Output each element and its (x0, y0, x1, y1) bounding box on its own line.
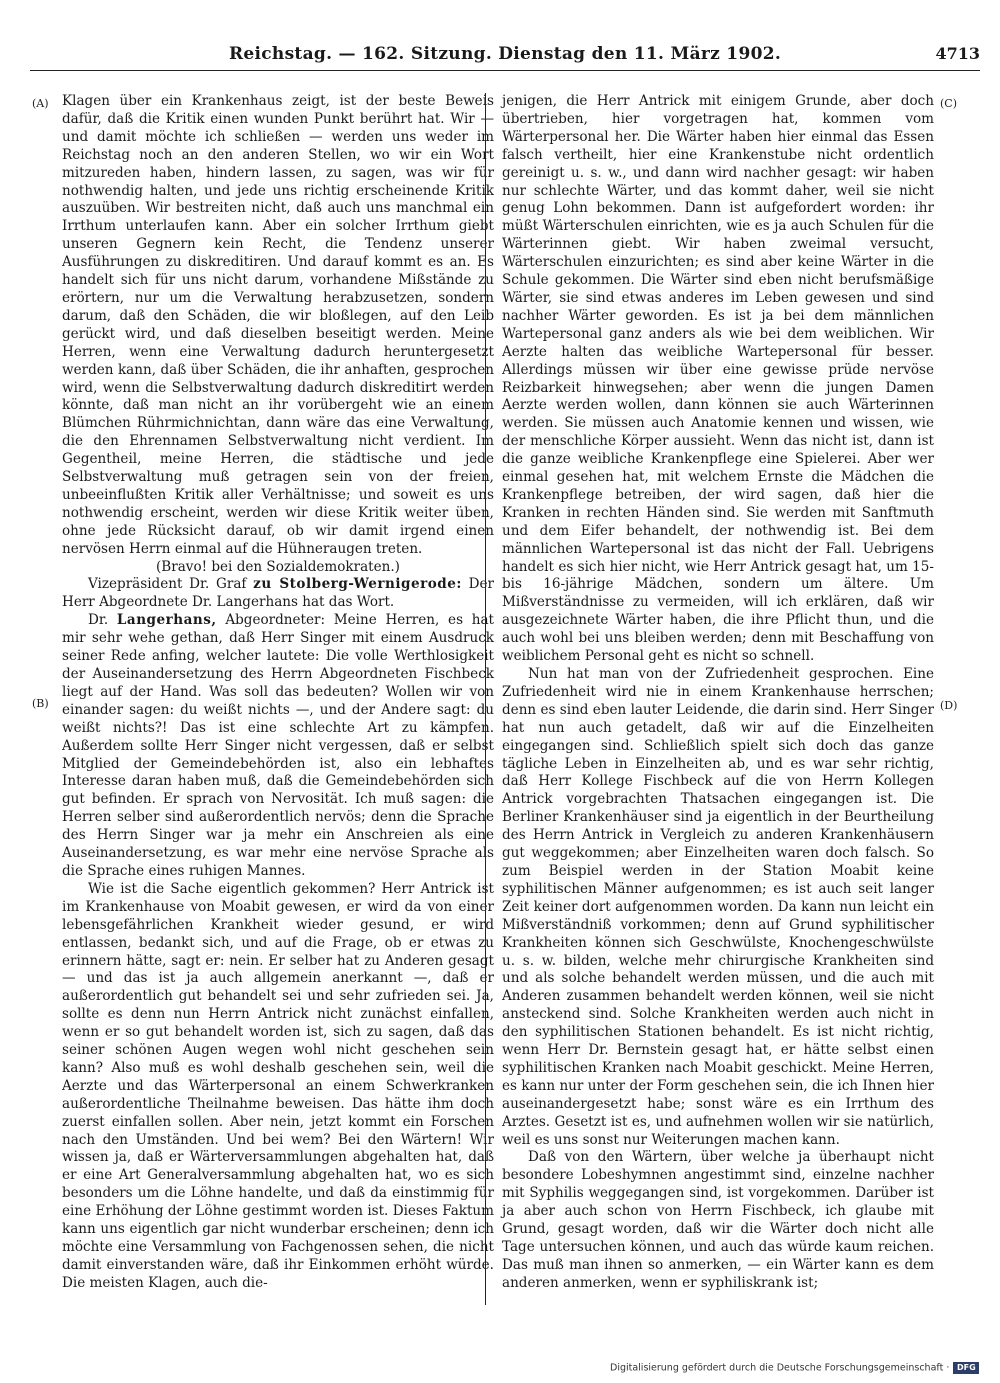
right-paragraph-2: Nun hat man von der Zufriedenheit gesprochen. Eine Zufriedenheit wird nie in einem Krankenhause herrschen; denn es sind eben lauter Leidende, die darin sind. Herr Singer hat nun auch getadelt, daß wir auf die Einzelheiten eingegangen sind. Schließlich spielt sich doch das ganze tägliche Leben in Einzelheiten ab, und es war sehr richtig, daß Herr Kollege Fischbeck auf die von Herrn Kollegen Antrick vorgebrachten Thatsachen eingegangen ist. Die Berliner Krankenhäuser sind ja eigentlich in der Beurtheilung des Herrn Antrick in Vergleich zu anderen Krankenhäusern gut weggekommen; aber Einzelheiten waren doch falsch. So zum Beispiel werden in der Station Moabit keine syphilitischen Männer aufgenommen; es ist auch seit langer Zeit keiner dort aufgenommen worden. Da kann nun leicht ein Mißverständniß vorkommen; denn auf Grund syphilitischer Krankheiten können sich Geschwülste, Knochengeschwülste u. s. w. bilden, welche mehr chirurgische Krankheiten sind und als solche behandelt werden müssen, und die auch mit Anderen zusammen behandelt werden können, weil sie nicht ansteckend sind. Solche Krankheiten werden auch nicht in den syphilitischen Stationen behandelt. Es ist nicht richtig, wenn Herr Dr. Bernstein gesagt hat, er hätte selbst einen syphilitischen Kranken nach Moabit geschickt. Meine Herren, es kann nur unter der Form geschehen sein, die ich Ihnen hier auseinandergesetzt habe; sonst wäre es ein Irrthum des Arztes. Gesetzt ist es, und aufnehmen wollen wir sie natürlich, weil es uns sonst nur Weiterungen machen kann. (502, 666, 934, 1148)
vice-president-text: Der Herr Abgeordnete Dr. Langerhans hat das Wort. (62, 576, 494, 611)
margin-marker-a: (A) (32, 97, 49, 110)
footer-text: Digitalisierung gefördert durch die Deutsche Forschungsgemeinschaft · (610, 1362, 950, 1374)
left-paragraph-2: Wie ist die Sache eigentlich gekommen? Herr Antrick ist im Krankenhause von Moabit gewesen, er wird da von einer lebensgefährlichen Krankheit wieder gesund, er wird entlassen, bedankt sich, und auf die Frage, ob er etwas zu erinnern hätte, sagt er: nein. Er selber hat zu Anderen gesagt — und das ist ja auch allgemein anerkannt —, daß er außerordentlich gut behandelt sei und sehr zufrieden sei. Ja, sollte es denn nun Herrn Antrick nicht zunächst einfallen, wenn er so gut behandelt worden ist, sich zu sagen, daß das seiner schönen Augen wegen wohl nicht geschehen sein kann? Also muß es wohl deshalb geschehen sein, weil die Aerzte und das Wärterpersonal an einem Schwerkranken außerordentliche Theilnahme beweisen. Das hätte ihm doch zuerst einfallen sollen. Aber nein, jetzt kommt ein Forschen nach den Umständen. Und bei wem? Bei den Wärtern! Wir wissen ja, daß er Wärterversammlungen abgehalten hat, daß er eine Art Generalversammlung abgehalten hat, wo es sich besonders um die Löhne handelte, und daß da einstimmig für eine Erhöhung der Löhne gestimmt worden ist. Dieses Faktum kann uns eigentlich gar nicht wunderbar erscheinen; denn ich möchte eine Versammlung von Fachgenossen sehen, die nicht damit einverstanden wäre, daß ihr Einkommen erhöht würde. Die meisten Klagen, auch die- (62, 880, 494, 1291)
vice-president-title: Vizepräsident Dr. Graf (88, 576, 254, 593)
speaker-name: Langerhans, (116, 612, 217, 629)
column-divider (485, 93, 486, 1305)
margin-marker-d: (D) (940, 699, 958, 712)
vice-president-name: zu Stolberg-Wernigerode: (253, 576, 462, 593)
page-number: 4713 (935, 44, 980, 63)
right-paragraph-3: Daß von den Wärtern, über welche ja überhaupt nicht besondere Lobeshymnen angestimmt sind, einzelne nachher mit Syphilis weggegangen sind, ist vorgekommen. Darüber ist ja aber auch schon von Herrn Fischbeck, ich glaube mit Grund, gesagt worden, daß wir die Wärter doch nicht alle Tage untersuchen können, und auch das würde kaum reichen. Das muß man ihnen so anmerken, — ein Wärter kann es dem anderen anmerken, wenn er syphiliskrank ist; (502, 1149, 934, 1291)
dfg-logo: DFG (953, 1362, 979, 1374)
running-title: Reichstag. — 162. Sitzung. Dienstag den 11. März 1902. (228, 44, 782, 64)
speech-langerhans (62, 612, 494, 881)
right-column (502, 93, 934, 1293)
left-column (62, 93, 494, 1293)
right-paragraph-1: jenigen, die Herr Antrick mit einigem Grunde, aber doch übertrieben, hier vorgetragen hat, kommen vom Wärterpersonal her. Die Wärter haben hier einmal das Essen falsch vertheilt, hier eine Krankenstube nicht ordentlich gereinigt u. s. w., und dann wird nachher gesagt: wir haben nur schlechte Wärter, und das kommt daher, weil sie nicht genug Lohn bekommen. Dann ist aufgefordert worden: ihr müßt Wärterschulen einrichten, wie es ja auch Schulen für die Wärterinnen giebt. Wir haben zweimal versucht, Wärterschulen einzurichten; es sind aber keine Wärter in die Schule gekommen. Die Wärter sind eben nicht berufsmäßige Wärter, sie sind etwas anderes im Leben gewesen und sind nachher Wärter geworden. Es ist ja bei dem männlichen Wartepersonal ganz anders als wie bei dem weiblichen. Wir Aerzte halten das weibliche Wartepersonal für besser. Allerdings müssen wir über eine gewisse prüde nervöse Reizbarkeit hinwegsehen; aber wenn die jungen Damen Aerzte werden wollen, dann können sie auch Wärterinnen werden. Sie müssen auch Anatomie kennen und wissen, wie der menschliche Körper aussieht. Wenn das nicht ist, dann ist die ganze weibliche Krankenpflege eine Spielerei. Aber wer einmal gesehen hat, mit welchem Ernste die Mädchen die Krankenpflege betreiben, der wird sagen, daß hier die Kranken in rechten Händen sind. Sie werden mit Sanftmuth und dem Eifer behandelt, der nothwendig ist. Bei dem männlichen Wartepersonal ist das nicht der Fall. Uebrigens handelt es sich hier nicht, wie Herr Antrick gesagt hat, um 15- bis 16-jährige Mädchen, sondern um ältere. Um Mißverständnisse zu vermeiden, will ich erklären, daß wir ausgezeichnete Wärter haben, die ihre Pflicht thun, und die auch wohl bei uns bleiben werden; denn mit Beschaffung von weiblichem Personal geht es nicht so schnell. (502, 93, 934, 665)
header-rule (30, 70, 980, 71)
margin-marker-b: (B) (32, 697, 49, 710)
speaker-title: Dr. (88, 612, 117, 629)
page-header (30, 40, 980, 80)
footer-credit (610, 1362, 979, 1374)
applause-note: (Bravo! bei den Sozialdemokraten.) (156, 558, 400, 575)
left-paragraph-1: Klagen über ein Krankenhaus zeigt, ist der beste Beweis dafür, daß die Kritik einen wunden Punkt berührt hat. Wir — und damit möchte ich schließen — werden uns weder im Reichstag noch an den anderen Stellen, wo wir ein Wort mitzureden haben, hindern lassen, zu sagen, was wir für nothwendig halten, und jede uns richtig erscheinende Kritik auszuüben. Wir bestreiten nicht, daß auch uns manchmal ein Irrthum unterlaufen kann. Aber ein solcher Irrthum giebt unseren Gegnern kein Recht, die Tendenz unserer Ausführungen zu diskreditiren. Und darauf kommt es an. Es handelt sich für uns nicht darum, vorhandene Mißstände zu erörtern, nur um die Verwaltung herabzusetzen, sondern darum, daß den Schäden, die wir bloßlegen, auf den Leib gerückt wird, und daß dieselben beseitigt werden. Meine Herren, wenn eine Verwaltung dadurch heruntergesetzt werden kann, daß über Schäden, die ihr anhaften, gesprochen wird, wenn die Selbstverwaltung dadurch diskreditirt werden könnte, daß man nicht an ihr vorübergeht wie an einem Blümchen Rührmichnichtan, dann wäre das eine Verwaltung, die den Ehrennamen Selbstverwaltung nicht verdient. Im Gegentheil, meine Herren, die städtische und jede Selbstverwaltung muß getragen sein von der freien, unbeeinflußten Kritik aller Verhältnisse; und soweit es uns nothwendig erscheint, werden wir diese Kritik weiter üben, ohne jede Rücksicht darauf, ob wir damit irgend einen nervösen Herrn einmal auf die Hühneraugen treten. (62, 93, 494, 557)
vice-president-remark (62, 576, 494, 612)
margin-marker-c: (C) (940, 97, 957, 110)
speech-text: Abgeordneter: Meine Herren, es hat mir sehr wehe gethan, daß Herr Singer mit einem Ausdruck seiner Rede anfing, welcher lautete: Die volle Werthlosigkeit der Auseinandersetzung des Herrn Abgeordneten Fischbeck liegt auf der Hand. Was soll das bedeuten? Wollen wir von einander sagen: du weißt nichts —, und der Andere sagt: du weißt nichts?! Das ist eine schlechte Art zu kämpfen. Außerdem sollte Herr Singer nicht vergessen, daß er selbst Mitglied der Gemeindebehörden ist, also ein lebhaftes Interesse daran haben muß, daß die Gemeindebehörden sich gut befinden. Er sprach von Nervosität. Ich muß sagen: die Herren selber sind außerordentlich nervös; denn die Sprache des Herrn Singer war ja mehr ein Anschreien als eine Auseinandersetzung, es war mehr eine nervöse Sprache als die Sprache eines ruhigen Mannes. (62, 612, 494, 879)
